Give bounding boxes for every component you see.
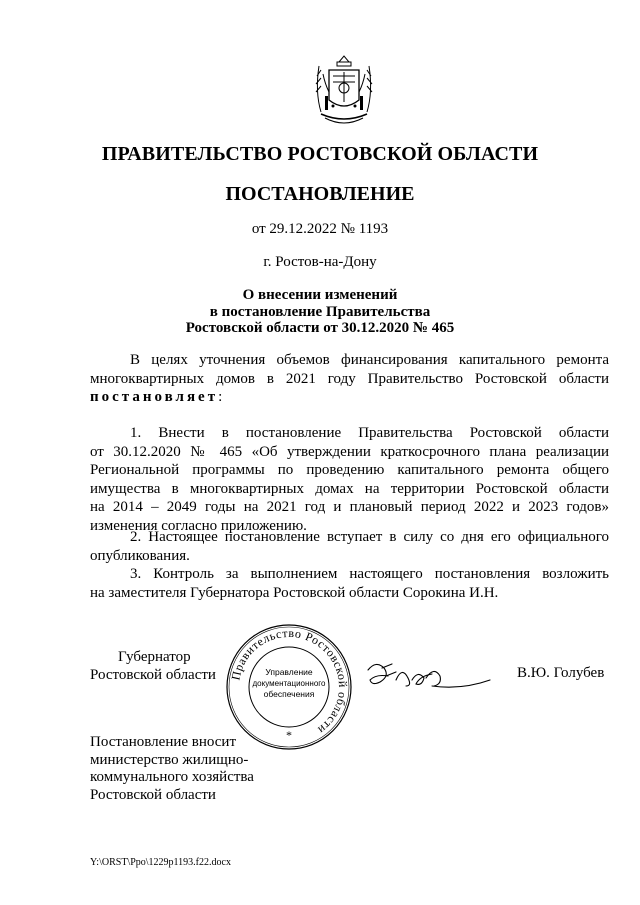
introducer-line: Ростовской области bbox=[90, 786, 216, 803]
paragraph-line bbox=[90, 388, 609, 407]
item-1-paragraph bbox=[90, 424, 609, 535]
stamp-inner-line: документационного bbox=[252, 679, 326, 688]
colon: : bbox=[218, 389, 223, 405]
item-3-paragraph bbox=[90, 565, 609, 602]
file-path: Y:\ORST\Ppo\1229p1193.f22.docx bbox=[90, 857, 231, 868]
signer-position bbox=[90, 648, 216, 684]
position-line: Губернатор bbox=[118, 649, 191, 665]
paragraph-line: Региональной программы по проведению капитального ремонта общего bbox=[90, 462, 609, 478]
paragraph-line: опубликования. bbox=[90, 547, 190, 564]
introducer-line: Постановление вносит bbox=[90, 734, 237, 750]
coat-of-arms-emblem bbox=[311, 52, 377, 132]
paragraph-line: на 2014 – 2049 годы на 2021 год и плановый период 2022 и 2023 годов» bbox=[90, 499, 609, 515]
government-title: ПРАВИТЕЛЬСТВО РОСТОВСКОЙ ОБЛАСТИ bbox=[101, 143, 539, 165]
date-and-number: от 29.12.2022 № 1193 bbox=[251, 221, 389, 237]
stamp-inner-line: Управление bbox=[265, 667, 313, 677]
resolves-word: постановляет bbox=[90, 389, 219, 405]
stamp-star: * bbox=[286, 728, 292, 742]
paragraph-line: 2. Настоящее постановление вступает в силу со дня его официального bbox=[130, 529, 609, 545]
introducing-authority bbox=[90, 734, 254, 804]
paragraph-line: 3. Контроль за выполнением настоящего постановления возложить bbox=[130, 566, 609, 582]
paragraph-line: на заместителя Губернатора Ростовской области Сорокина И.Н. bbox=[90, 584, 499, 601]
position-line: Ростовской области bbox=[90, 667, 216, 683]
preamble-paragraph bbox=[90, 351, 609, 407]
introducer-line: коммунального хозяйства bbox=[90, 769, 254, 785]
decree-subject bbox=[0, 287, 640, 337]
subject-line: Ростовской области от 30.12.2020 № 465 bbox=[185, 320, 455, 336]
paragraph-line: многоквартирных домов в 2021 году Правительство Ростовской области bbox=[90, 370, 609, 387]
city: г. Ростов-на-Дону bbox=[263, 254, 377, 270]
paragraph-line: В целях уточнения объемов финансирования капитального ремонта bbox=[130, 352, 609, 368]
introducer-line: министерство жилищно- bbox=[90, 751, 249, 768]
paragraph-line: от 30.12.2020 № 465 «Об утверждении краткосрочного плана реализации bbox=[90, 443, 609, 460]
signer-name: В.Ю. Голубев bbox=[517, 665, 605, 681]
official-stamp bbox=[225, 623, 353, 751]
item-2-paragraph bbox=[90, 528, 609, 565]
paragraph-line: 1. Внести в постановление Правительства Ростовской области bbox=[130, 425, 609, 441]
subject-line: в постановление Правительства bbox=[209, 303, 431, 320]
paragraph-line: изменения согласно приложению. bbox=[90, 517, 307, 534]
stamp-ring-text: Правительство Ростовской области bbox=[228, 625, 351, 738]
subject-line: О внесении изменений bbox=[242, 287, 398, 303]
handwritten-signature bbox=[362, 656, 494, 696]
paragraph-line: имущества в многоквартирных домах на территории Ростовской области bbox=[90, 480, 609, 497]
stamp-inner-line: обеспечения bbox=[263, 689, 315, 699]
decree-title: ПОСТАНОВЛЕНИЕ bbox=[225, 183, 415, 205]
